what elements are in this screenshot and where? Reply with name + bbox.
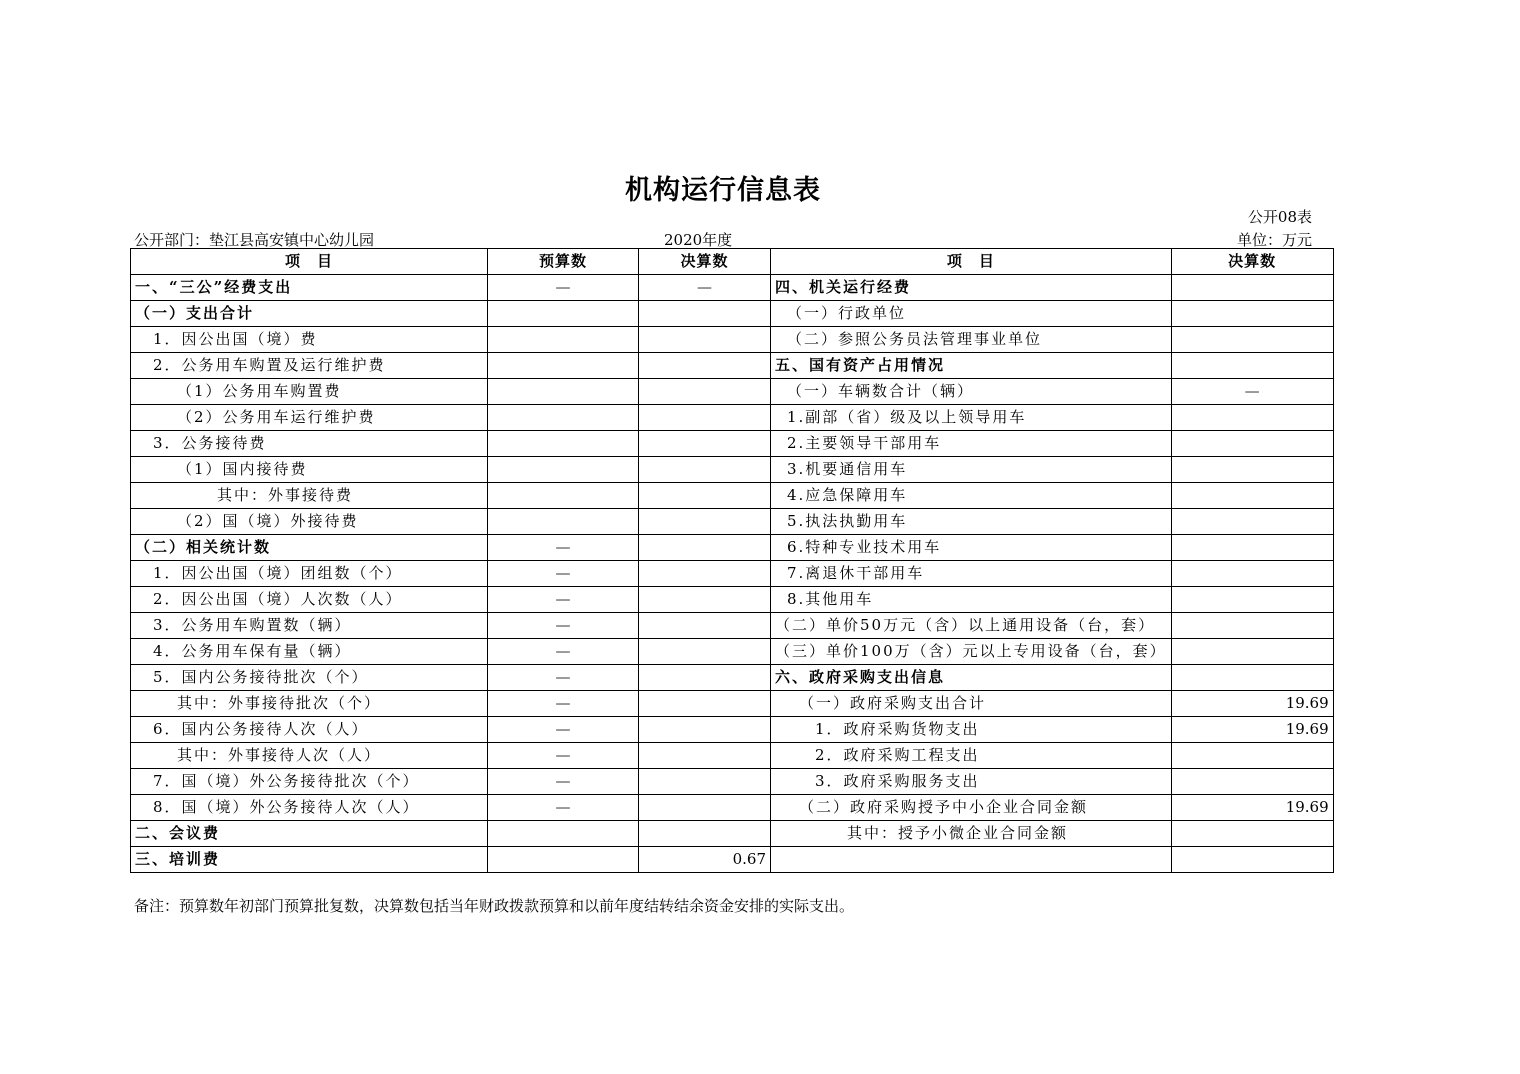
fiscal-year: 2020年度: [664, 231, 733, 249]
row-item-left: （二）相关统计数: [131, 535, 488, 561]
row-final: [639, 613, 771, 639]
row-final-right: [1171, 483, 1333, 509]
row-item-right: 5.执法执勤用车: [771, 509, 1172, 535]
row-item-left: 三、培训费: [131, 847, 488, 873]
row-final-right: [1171, 509, 1333, 535]
row-item-left: （1）国内接待费: [131, 457, 488, 483]
row-budget: [488, 821, 639, 847]
row-final: [639, 769, 771, 795]
row-final-right: 19.69: [1171, 795, 1333, 821]
row-item-left: （2）国（境）外接待费: [131, 509, 488, 535]
row-item-right: （三）单价100万（含）元以上专用设备（台，套）: [771, 639, 1172, 665]
row-item-right: 其中：授予小微企业合同金额: [771, 821, 1172, 847]
row-final: [639, 457, 771, 483]
header-item-right: 项 目: [771, 249, 1172, 275]
header-final: 决算数: [639, 249, 771, 275]
row-final: [639, 483, 771, 509]
row-final: [639, 379, 771, 405]
row-final: [639, 535, 771, 561]
row-item-left: 5．国内公务接待批次（个）: [131, 665, 488, 691]
row-item-left: 7．国（境）外公务接待批次（个）: [131, 769, 488, 795]
row-final-right: [1171, 587, 1333, 613]
row-item-right: （一）行政单位: [771, 301, 1172, 327]
row-budget: [488, 353, 639, 379]
row-item-left: 4．公务用车保有量（辆）: [131, 639, 488, 665]
row-item-right: 2.主要领导干部用车: [771, 431, 1172, 457]
row-final: —: [639, 275, 771, 301]
unit-label: 单位：万元: [1236, 231, 1312, 249]
row-final: [639, 431, 771, 457]
table-row: [131, 353, 1334, 379]
row-budget: [488, 431, 639, 457]
row-final-right: [1171, 847, 1333, 873]
table-number: 公开08表: [1247, 208, 1312, 226]
row-final-right: —: [1171, 379, 1333, 405]
row-budget: —: [488, 535, 639, 561]
row-final: [639, 691, 771, 717]
table-row: [131, 795, 1334, 821]
row-final: [639, 301, 771, 327]
row-final-right: [1171, 275, 1333, 301]
table-row: [131, 613, 1334, 639]
row-item-right: 四、机关运行经费: [771, 275, 1172, 301]
footnote: 备注：预算数年初部门预算批复数，决算数包括当年财政拨款预算和以前年度结转结余资金安排的实际支出。: [134, 897, 855, 915]
department-label: 公开部门：垫江县高安镇中心幼儿园: [134, 231, 375, 249]
row-item-left: （2）公务用车运行维护费: [131, 405, 488, 431]
row-final: [639, 587, 771, 613]
row-budget: [488, 847, 639, 873]
table-row: [131, 847, 1334, 873]
row-final: [639, 743, 771, 769]
table-row: [131, 457, 1334, 483]
row-final-right: [1171, 639, 1333, 665]
row-item-right: 3．政府采购服务支出: [771, 769, 1172, 795]
row-budget: —: [488, 717, 639, 743]
table-header-row: [131, 249, 1334, 275]
row-item-right: 7.离退休干部用车: [771, 561, 1172, 587]
row-item-right: （二）单价50万元（含）以上通用设备（台，套）: [771, 613, 1172, 639]
header-budget: 预算数: [488, 249, 639, 275]
table-row: [131, 327, 1334, 353]
row-final: [639, 639, 771, 665]
row-budget: —: [488, 561, 639, 587]
table-row: [131, 717, 1334, 743]
table-row: [131, 431, 1334, 457]
row-item-left: 一、“三公”经费支出: [131, 275, 488, 301]
table-row: [131, 639, 1334, 665]
row-final-right: [1171, 613, 1333, 639]
row-item-right: 1.副部（省）级及以上领导用车: [771, 405, 1172, 431]
row-item-right: （二）参照公务员法管理事业单位: [771, 327, 1172, 353]
row-final-right: [1171, 457, 1333, 483]
row-item-left: 其中：外事接待费: [131, 483, 488, 509]
row-item-right: （二）政府采购授予中小企业合同金额: [771, 795, 1172, 821]
table-row: [131, 743, 1334, 769]
row-final-right: [1171, 405, 1333, 431]
row-item-right: 五、国有资产占用情况: [771, 353, 1172, 379]
row-budget: —: [488, 743, 639, 769]
row-item-left: （1）公务用车购置费: [131, 379, 488, 405]
row-final: [639, 821, 771, 847]
header-final-right: 决算数: [1171, 249, 1333, 275]
row-final-right: 19.69: [1171, 717, 1333, 743]
row-item-left: 其中：外事接待人次（人）: [131, 743, 488, 769]
header-item-left: 项 目: [131, 249, 488, 275]
table-row: [131, 769, 1334, 795]
row-final-right: [1171, 327, 1333, 353]
table-row: [131, 535, 1334, 561]
row-final: [639, 327, 771, 353]
row-budget: —: [488, 587, 639, 613]
row-item-right: （一）政府采购支出合计: [771, 691, 1172, 717]
row-final-right: [1171, 431, 1333, 457]
row-item-left: 1．因公出国（境）费: [131, 327, 488, 353]
page-title: 机构运行信息表: [625, 175, 821, 206]
table-row: [131, 405, 1334, 431]
table-row: [131, 509, 1334, 535]
row-budget: —: [488, 795, 639, 821]
row-budget: —: [488, 275, 639, 301]
table-row: [131, 587, 1334, 613]
row-final-right: [1171, 561, 1333, 587]
row-final-right: [1171, 743, 1333, 769]
row-item-left: 2．公务用车购置及运行维护费: [131, 353, 488, 379]
row-final: [639, 353, 771, 379]
institution-operation-table: [130, 248, 1334, 873]
row-budget: —: [488, 665, 639, 691]
table-row: [131, 483, 1334, 509]
row-item-left: 3．公务接待费: [131, 431, 488, 457]
row-budget: [488, 405, 639, 431]
row-final: [639, 665, 771, 691]
row-item-right: 1．政府采购货物支出: [771, 717, 1172, 743]
table-row: [131, 665, 1334, 691]
row-budget: —: [488, 691, 639, 717]
table-row: [131, 691, 1334, 717]
row-item-right: 六、政府采购支出信息: [771, 665, 1172, 691]
table-row: [131, 379, 1334, 405]
row-item-right: 8.其他用车: [771, 587, 1172, 613]
table-row: [131, 301, 1334, 327]
row-budget: —: [488, 613, 639, 639]
row-budget: [488, 327, 639, 353]
row-item-left: 3．公务用车购置数（辆）: [131, 613, 488, 639]
table-row: [131, 275, 1334, 301]
row-final-right: [1171, 665, 1333, 691]
row-item-right: 4.应急保障用车: [771, 483, 1172, 509]
row-budget: [488, 379, 639, 405]
row-budget: [488, 509, 639, 535]
row-final: [639, 561, 771, 587]
row-item-left: （一）支出合计: [131, 301, 488, 327]
row-final-right: 19.69: [1171, 691, 1333, 717]
row-final-right: [1171, 353, 1333, 379]
table-row: [131, 821, 1334, 847]
row-item-left: 6．国内公务接待人次（人）: [131, 717, 488, 743]
row-item-right: 3.机要通信用车: [771, 457, 1172, 483]
row-item-left: 8．国（境）外公务接待人次（人）: [131, 795, 488, 821]
row-final-right: [1171, 821, 1333, 847]
row-final: 0.67: [639, 847, 771, 873]
row-final-right: [1171, 769, 1333, 795]
row-item-left: 二、会议费: [131, 821, 488, 847]
row-budget: [488, 483, 639, 509]
row-item-right: （一）车辆数合计（辆）: [771, 379, 1172, 405]
row-final: [639, 509, 771, 535]
row-final: [639, 717, 771, 743]
row-final: [639, 795, 771, 821]
row-budget: —: [488, 639, 639, 665]
row-item-left: 2．因公出国（境）人次数（人）: [131, 587, 488, 613]
table-row: [131, 561, 1334, 587]
row-budget: [488, 301, 639, 327]
row-item-right: [771, 847, 1172, 873]
row-final-right: [1171, 535, 1333, 561]
row-item-left: 其中：外事接待批次（个）: [131, 691, 488, 717]
row-item-right: 6.特种专业技术用车: [771, 535, 1172, 561]
row-item-right: 2．政府采购工程支出: [771, 743, 1172, 769]
row-budget: —: [488, 769, 639, 795]
row-budget: [488, 457, 639, 483]
row-final: [639, 405, 771, 431]
row-final-right: [1171, 301, 1333, 327]
row-item-left: 1．因公出国（境）团组数（个）: [131, 561, 488, 587]
